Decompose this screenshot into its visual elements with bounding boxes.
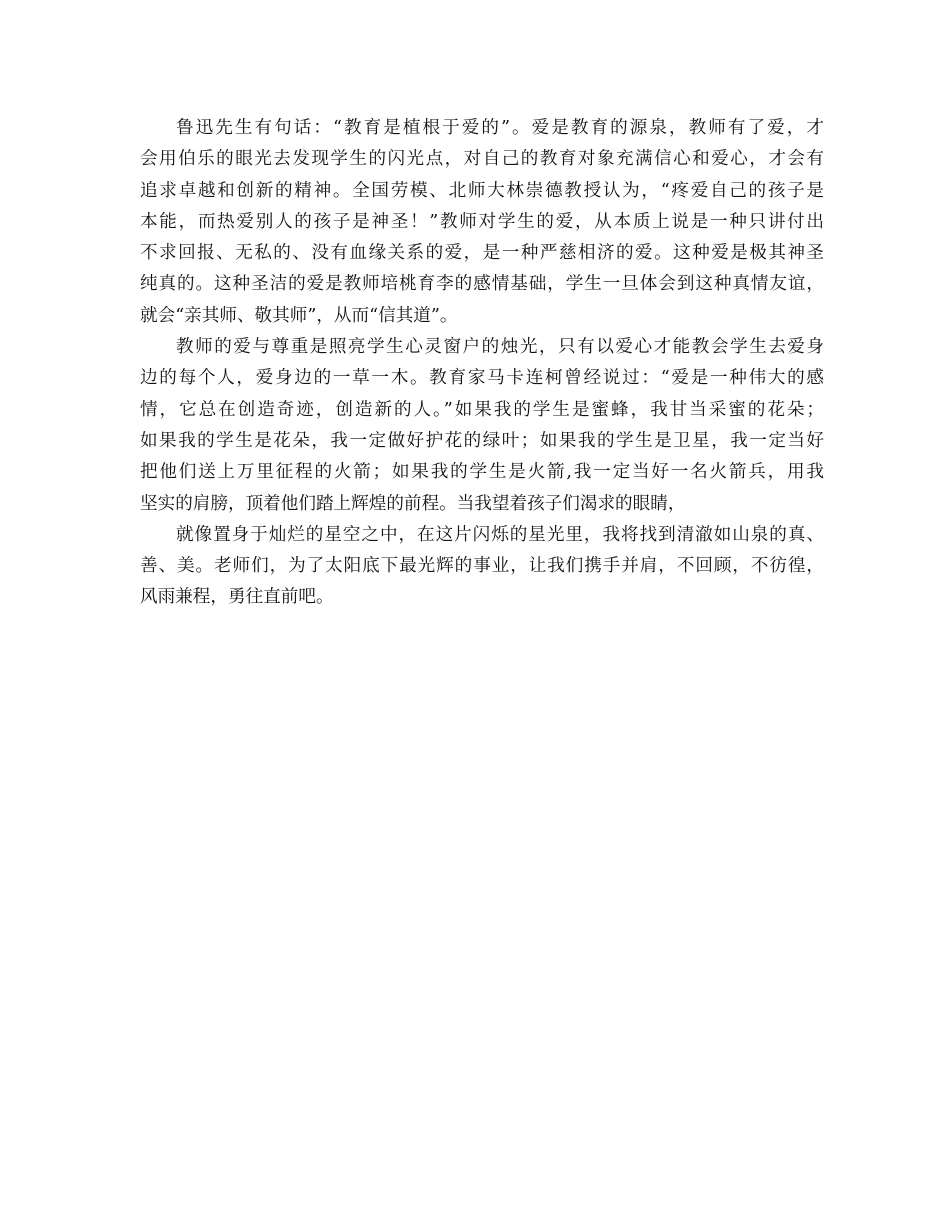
- paragraph-2: [140, 332, 824, 520]
- document-body: [140, 113, 824, 614]
- text-line: 如果我的学生是花朵，我一定做好护花的绿叶；如果我的学生是卫星，我一定当好: [140, 430, 824, 451]
- text-line: 追求卓越和创新的精神。全国劳模、北师大林崇德教授认为，“疼爱自己的孩子是: [140, 180, 824, 201]
- text-line: 善、美。老师们，为了太阳底下最光辉的事业，让我们携手并肩，不回顾，不彷徨，: [140, 556, 824, 577]
- text-line: 不求回报、无私的、没有血缘关系的爱，是一种严慈相济的爱。这种爱是极其神圣: [140, 243, 824, 264]
- text-line: 教师的爱与尊重是照亮学生心灵窗户的烛光，只有以爱心才能教会学生去爱身: [176, 337, 824, 358]
- text-line: 纯真的。这种圣洁的爱是教师培桃育李的感情基础，学生一旦体会到这种真情友谊，: [140, 274, 824, 295]
- text-line: 会用伯乐的眼光去发现学生的闪光点，对自己的教育对象充满信心和爱心，才会有: [140, 149, 824, 170]
- text-line: 就会“亲其师、敬其师”，从而“信其道”。: [140, 305, 458, 326]
- text-line: 坚实的肩膀，顶着他们踏上辉煌的前程。当我望着孩子们渴求的眼睛，: [140, 493, 686, 514]
- paragraph-1: [140, 113, 824, 332]
- text-line: 就像置身于灿烂的星空之中，在这片闪烁的星光里，我将找到清澈如山泉的真、: [176, 524, 824, 545]
- text-line: 情，它总在创造奇迹，创造新的人。”如果我的学生是蜜蜂，我甘当采蜜的花朵；: [140, 399, 824, 420]
- text-line: 风雨兼程，勇往直前吧。: [140, 587, 334, 608]
- text-line: 本能，而热爱别人的孩子是神圣！”教师对学生的爱，从本质上说是一种只讲付出: [140, 211, 824, 232]
- text-line: 把他们送上万里征程的火箭；如果我的学生是火箭,我一定当好一名火箭兵，用我: [140, 462, 824, 483]
- paragraph-3: [140, 520, 824, 614]
- text-line: 边的每个人，爱身边的一草一木。教育家马卡连柯曾经说过：“爱是一种伟大的感: [140, 368, 824, 389]
- text-line: 鲁迅先生有句话：“教育是植根于爱的”。爱是教育的源泉，教师有了爱，才: [176, 118, 824, 138]
